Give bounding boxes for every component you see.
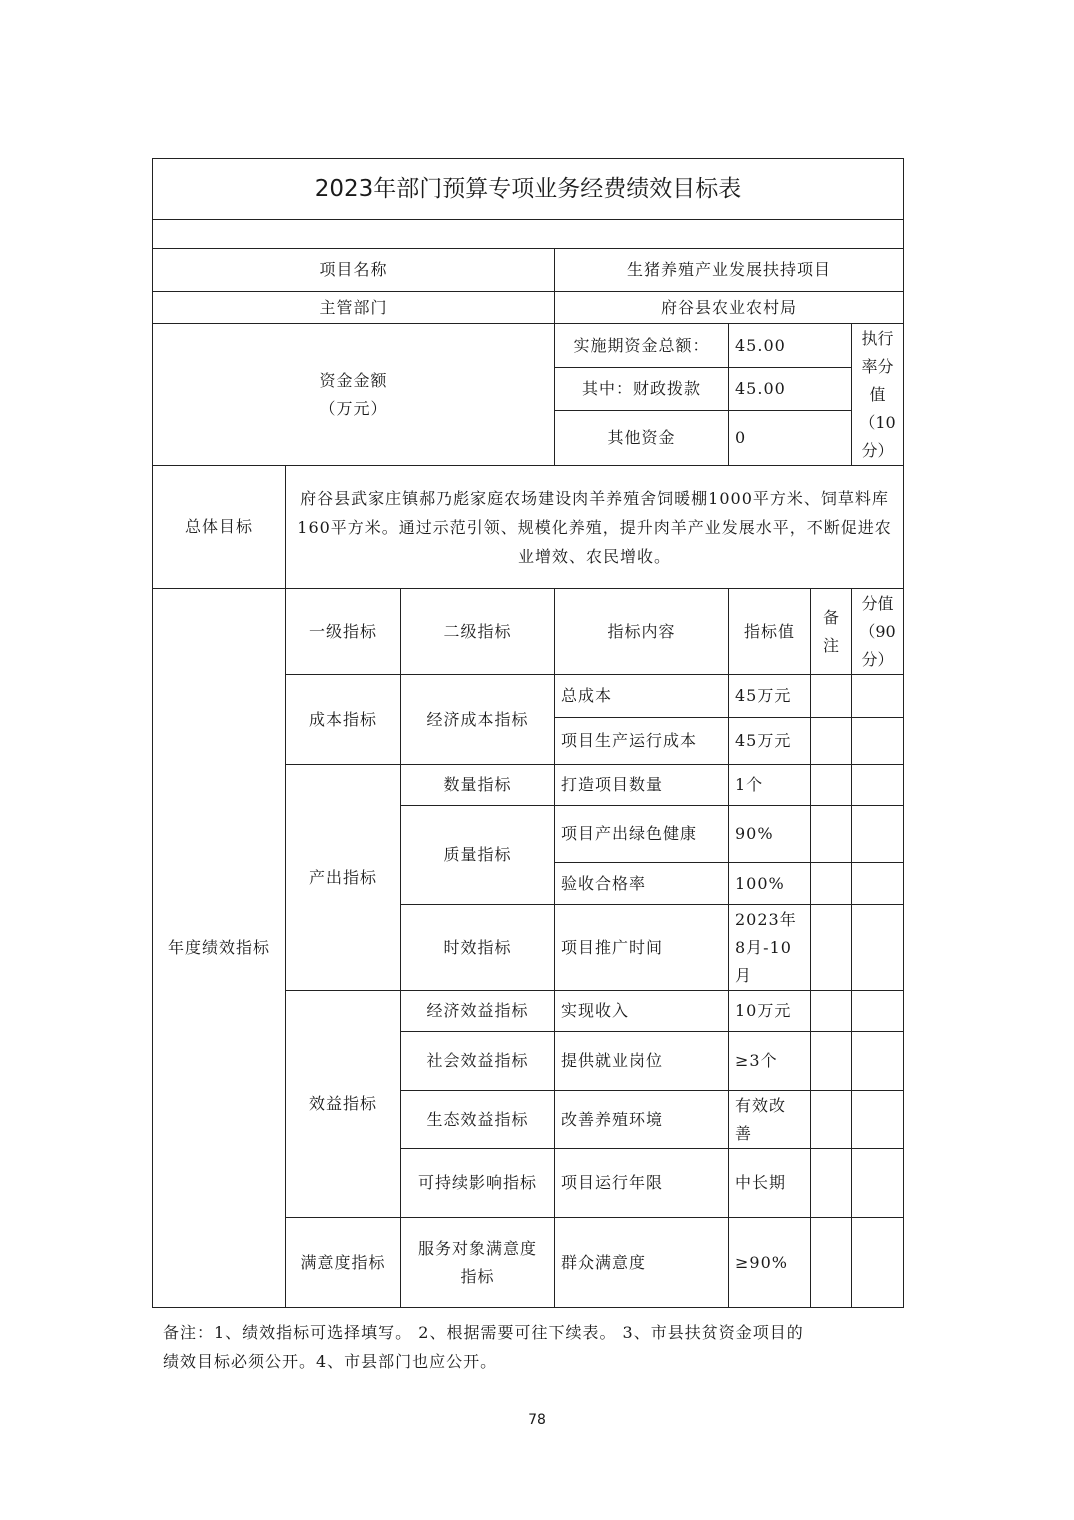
level2-line: 指标 (460, 1266, 495, 1286)
quality-content: 验收合格率 (555, 863, 729, 905)
footnote-line: 备注：1、绩效指标可选择填写。 2、根据需要可往下续表。 3、市县扶贫资金项目的 (163, 1323, 804, 1342)
score-line: 值 (869, 384, 886, 404)
cost-level1: 成本指标 (286, 675, 401, 765)
satisfaction-level1: 满意度指标 (286, 1218, 401, 1308)
cost-level2: 经济成本指标 (401, 675, 555, 765)
value-line: 8月-10 (735, 937, 792, 957)
benefit-level2: 生态效益指标 (401, 1091, 555, 1149)
remark-cell (811, 1218, 852, 1308)
remark-cell (811, 765, 852, 806)
performance-target-table (152, 158, 904, 1308)
project-name-label: 项目名称 (153, 249, 555, 292)
footnote (163, 1318, 863, 1376)
satisfaction-value: ≥90% (729, 1218, 811, 1308)
benefit-value: ≥3个 (729, 1032, 811, 1091)
score-cell (852, 1218, 904, 1308)
score-cell (852, 1032, 904, 1091)
time-level2: 时效指标 (401, 905, 555, 991)
header-level1: 一级指标 (286, 589, 401, 675)
funds-other-value: 0 (729, 411, 852, 466)
goal-label: 总体目标 (153, 466, 286, 589)
remark-cell (811, 905, 852, 991)
funds-label-line1: 资金金额 (319, 370, 388, 390)
benefit-value: 中长期 (729, 1149, 811, 1218)
remark-cell (811, 718, 852, 765)
score-cell (852, 905, 904, 991)
header-score (852, 589, 904, 675)
quantity-level2: 数量指标 (401, 765, 555, 806)
funds-other-label: 其他资金 (555, 411, 729, 466)
score-cell (852, 675, 904, 718)
project-name-value: 生猪养殖产业发展扶持项目 (555, 249, 904, 292)
funds-fiscal-value: 45.00 (729, 368, 852, 411)
score-cell (852, 1149, 904, 1218)
header-level2: 二级指标 (401, 589, 555, 675)
score-line: 分值 (861, 593, 894, 613)
time-value (729, 905, 811, 991)
funds-label-line2: （万元） (319, 398, 388, 418)
header-content: 指标内容 (555, 589, 729, 675)
satisfaction-content: 群众满意度 (555, 1218, 729, 1308)
cost-value: 45万元 (729, 718, 811, 765)
remark-cell (811, 1091, 852, 1149)
remark-line: 注 (822, 635, 839, 655)
benefit-content: 实现收入 (555, 991, 729, 1032)
goal-text: 府谷县武家庄镇郝乃彪家庭农场建设肉羊养殖舍饲暖棚1000平方米、饲草料库160平方米。通过示范引领、规模化养殖，提升肉羊产业发展水平，不断促进农业增效、农民增收。 (286, 466, 904, 589)
score-line: （90 (859, 621, 896, 641)
remark-cell (811, 806, 852, 863)
value-line: 月 (735, 965, 753, 985)
blank-row (153, 220, 904, 249)
score-cell (852, 765, 904, 806)
benefit-content: 改善养殖环境 (555, 1091, 729, 1149)
funds-fiscal-label: 其中：财政拨款 (555, 368, 729, 411)
benefit-level2: 可持续影响指标 (401, 1149, 555, 1218)
level2-line: 服务对象满意度 (417, 1238, 537, 1258)
remark-cell (811, 1149, 852, 1218)
cost-value: 45万元 (729, 675, 811, 718)
score-cell (852, 863, 904, 905)
benefit-level2: 经济效益指标 (401, 991, 555, 1032)
remark-cell (811, 991, 852, 1032)
score-cell (852, 806, 904, 863)
score-line: 执行 (861, 328, 894, 348)
benefit-level1: 效益指标 (286, 991, 401, 1218)
quantity-content: 打造项目数量 (555, 765, 729, 806)
score-line: 分） (861, 649, 894, 669)
funds-total-label: 实施期资金总额： (555, 324, 729, 368)
value-line: 有效改 (735, 1095, 787, 1115)
satisfaction-level2 (401, 1218, 555, 1308)
value-line: 善 (735, 1123, 753, 1143)
footnote-line: 绩效目标必须公开。4、市县部门也应公开。 (163, 1352, 498, 1371)
annual-label: 年度绩效指标 (153, 589, 286, 1308)
benefit-content: 提供就业岗位 (555, 1032, 729, 1091)
output-level1: 产出指标 (286, 765, 401, 991)
benefit-value (729, 1091, 811, 1149)
dept-value: 府谷县农业农村局 (555, 292, 904, 324)
execution-rate-score (852, 324, 904, 466)
header-remark (811, 589, 852, 675)
cost-content: 总成本 (555, 675, 729, 718)
score-line: 率分 (861, 356, 894, 376)
remark-cell (811, 675, 852, 718)
score-line: 分） (861, 440, 894, 460)
score-line: （10 (859, 412, 896, 432)
benefit-value: 10万元 (729, 991, 811, 1032)
benefit-level2: 社会效益指标 (401, 1032, 555, 1091)
quality-content: 项目产出绿色健康 (555, 806, 729, 863)
score-cell (852, 718, 904, 765)
remark-cell (811, 863, 852, 905)
time-content: 项目推广时间 (555, 905, 729, 991)
cost-content: 项目生产运行成本 (555, 718, 729, 765)
quality-level2: 质量指标 (401, 806, 555, 905)
quantity-value: 1个 (729, 765, 811, 806)
page-number: 78 (528, 1412, 546, 1428)
quality-value: 90% (729, 806, 811, 863)
score-cell (852, 991, 904, 1032)
remark-cell (811, 1032, 852, 1091)
remark-line: 备 (822, 607, 839, 627)
value-line: 2023年 (735, 909, 797, 929)
funds-total-value: 45.00 (729, 324, 852, 368)
dept-label: 主管部门 (153, 292, 555, 324)
funds-label (153, 324, 555, 466)
score-cell (852, 1091, 904, 1149)
page-title: 2023年部门预算专项业务经费绩效目标表 (153, 159, 904, 220)
quality-value: 100% (729, 863, 811, 905)
benefit-content: 项目运行年限 (555, 1149, 729, 1218)
header-value: 指标值 (729, 589, 811, 675)
